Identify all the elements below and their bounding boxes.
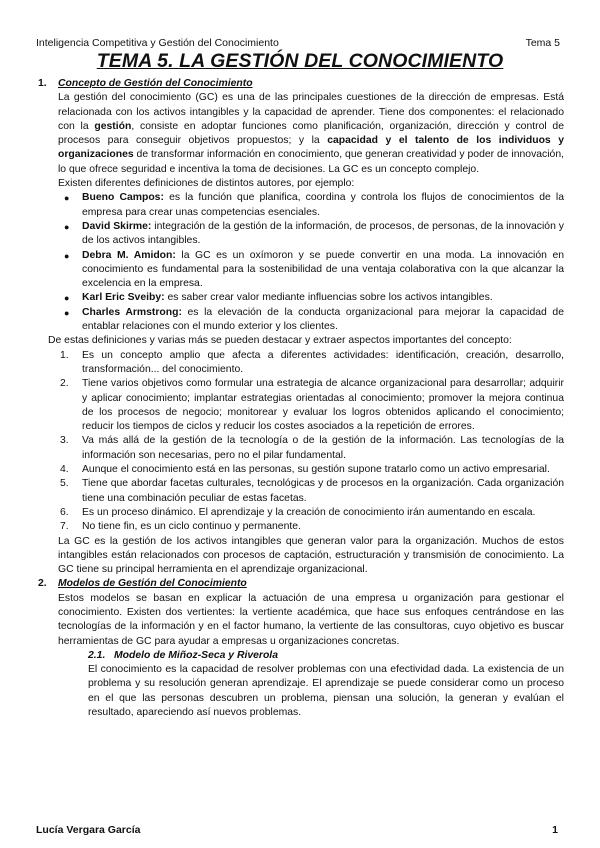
definition-text: es la función que planifica, coordina y controla los flujos de conocimientos de la empresa para crear unas competencias esenciales. bbox=[82, 192, 564, 218]
section-1-number: 1. bbox=[38, 78, 47, 89]
aspects-list bbox=[58, 349, 564, 535]
subsection-2-1-paragraph: El conocimiento es la capacidad de resolver problemas con una efectividad dada. La existencia de un problema y su resolución generan aprendizaje. El aprendizaje se puede considerar como un proceso en el que las personas descubren un problema, piensan una solución, la generan y evalúan el resultado, apareciendo así nuevos problemas. bbox=[88, 664, 564, 719]
section-1-heading bbox=[36, 77, 564, 91]
section-2-intro-paragraph: Estos modelos se basan en explicar la actuación de una empresa u organización para gestionar el conocimiento. Existen dos vertientes: la vertiente académica, que hace sus enfoques centrándose en las tecnologías de la información y en el factor humano, la vertiente de las consultoras, cuyo objetivo es buscar herramientas de GC para ayudar a empresas u organizaciones concretas. bbox=[58, 592, 564, 647]
aspect-text: Tiene varios objetivos como formular una estrategia de alcance organizacional para desarrollar; adquirir y aplicar conocimiento; implantar estrategias orientadas al conocimiento; promover la mejora continua de los procesos de negocio; monitorear y evaluar los logros obtenidos aplicando el conocimiento; reducir los tiempos de ciclos y reducir los costes asociados a la repetición de errores. bbox=[82, 378, 564, 433]
section-2-title: Modelos de Gestión del Conocimiento bbox=[58, 578, 247, 590]
aspect-text: Tiene que abordar facetas culturales, tecnológicas y de procesos en la organización. Cada organización tiene una combinación peculiar de estas facetas. bbox=[82, 478, 564, 504]
aspect-text: Aunque el conocimiento está en las personas, su gestión supone tratarlo como un activo empresarial. bbox=[82, 464, 550, 476]
definition-text: la GC es un oxímoron y se puede convertir en una moda. La innovación en conocimiento es fundamental para la sostenibilidad de una ventaja colaborativa con la que alcanzar la excelencia en la empresa. bbox=[82, 249, 565, 290]
intro-bold-capacidad: capacidad y el talento de los individuos y organizaciones bbox=[58, 135, 564, 161]
aspect-text: Es un concepto amplio que afecta a diferentes actividades: identificación, creación, desarrollo, transformación... del conocimiento. bbox=[82, 349, 564, 375]
bullet-dot-icon: ● bbox=[64, 250, 70, 261]
aspect-text: Va más allá de la gestión de la tecnología o de la gestión de la información. Las tecnologías de la información son necesarias, pero no el pilar fundamental. bbox=[82, 435, 564, 461]
header-course-title: Inteligencia Competitiva y Gestión del Conocimiento bbox=[36, 37, 279, 49]
aspect-number: 4. bbox=[60, 464, 69, 476]
definition-item bbox=[58, 220, 564, 249]
definitions-list bbox=[58, 191, 564, 334]
definition-author: Debra M. Amidon: bbox=[82, 249, 176, 261]
header-topic-label: Tema 5 bbox=[525, 37, 560, 49]
intro-text-2: , consiste en adoptar funciones como planificación, organización, dirección y control de procesos para conseguir objetivos propuestos; y la bbox=[58, 120, 564, 147]
footer-author: Lucía Vergara García bbox=[36, 824, 141, 836]
definition-text: es saber crear valor mediante influencias sobre los activos intangibles. bbox=[164, 292, 493, 304]
subsection-2-1-title: Modelo de Miñoz-Seca y Riverola bbox=[114, 649, 278, 661]
intro-text-1: La gestión del conocimiento (GC) es una de las principales cuestiones de la dirección de empresas. Está relacionada con los activos intangibles y la capacidad de aprender. Tiene dos componentes: el relacionado con la bbox=[58, 92, 564, 132]
definition-author: David Skirme: bbox=[82, 220, 152, 232]
bullet-dot-icon: ● bbox=[64, 221, 70, 232]
section-2-number: 2. bbox=[38, 578, 47, 590]
footer-page-number: 1 bbox=[552, 824, 558, 836]
intro-bold-gestion: gestión bbox=[94, 120, 132, 132]
aspect-number: 7. bbox=[60, 521, 69, 533]
aspect-number: 1. bbox=[60, 349, 69, 361]
definition-author: Bueno Campos: bbox=[82, 192, 164, 204]
section-1-closing-paragraph: La GC es la gestión de los activos intangibles que generan valor para la organización. Muchos de estos intangibles están relacionados con procesos de captación, estructuración y transmisión de conocimiento. La GC tiene su principal herramienta en el aprendizaje organizacional. bbox=[58, 535, 564, 576]
aspect-item bbox=[58, 434, 564, 463]
bullet-dot-icon: ● bbox=[64, 293, 70, 304]
subsection-2-1-heading bbox=[88, 649, 564, 663]
definition-author: Karl Eric Sveiby: bbox=[82, 292, 165, 304]
page-footer bbox=[36, 824, 558, 838]
aspect-item bbox=[58, 520, 564, 534]
aspect-item bbox=[58, 349, 564, 378]
aspect-item bbox=[58, 477, 564, 506]
aspect-text: No tiene fin, es un ciclo continuo y permanente. bbox=[82, 521, 301, 533]
definition-text: es la elevación de la conducta organizacional para mejorar la capacidad de entablar relaciones con el mundo exterior y los clientes. bbox=[82, 306, 564, 333]
subsection-2-1-number: 2.1. bbox=[88, 649, 106, 661]
bullet-dot-icon: ● bbox=[64, 307, 70, 318]
definition-item bbox=[58, 191, 564, 220]
aspect-item bbox=[58, 377, 564, 434]
section-1-intro-paragraph bbox=[58, 91, 564, 177]
bullet-dot-icon: ● bbox=[64, 193, 70, 204]
aspect-item bbox=[58, 506, 564, 520]
definitions-intro: Existen diferentes definiciones de distintos autores, por ejemplo: bbox=[58, 178, 355, 190]
definition-author: Charles Armstrong: bbox=[82, 306, 182, 318]
aspect-number: 5. bbox=[60, 478, 69, 490]
section-1-title: Concepto de Gestión del Conocimiento bbox=[58, 78, 253, 89]
definition-text: integración de la gestión de la información, de procesos, de personas, de la innovación y de los activos intangibles. bbox=[82, 220, 564, 247]
document-title: TEMA 5. LA GESTIÓN DEL CONOCIMIENTO bbox=[96, 50, 504, 72]
definition-item bbox=[58, 291, 564, 305]
aspect-item bbox=[58, 463, 564, 477]
definition-item bbox=[58, 306, 564, 335]
aspect-number: 2. bbox=[60, 378, 69, 390]
page-header bbox=[36, 37, 560, 51]
aspect-number: 6. bbox=[60, 506, 69, 518]
document-body bbox=[36, 77, 564, 720]
section-2-heading bbox=[36, 577, 564, 591]
definition-item bbox=[58, 249, 564, 292]
aspect-number: 3. bbox=[60, 435, 69, 447]
aspects-intro: De estas definiciones y varias más se pueden destacar y extraer aspectos importantes del concepto: bbox=[48, 335, 512, 347]
aspect-text: Es un proceso dinámico. El aprendizaje y la creación de conocimiento irán aumentando en escala. bbox=[82, 506, 536, 518]
intro-text-3: de transformar información en conocimiento, que generan creatividad y poder de innovación, lo que ofrece seguridad e incentiva la toma de decisiones. La GC es un concepto complejo. bbox=[58, 149, 564, 175]
